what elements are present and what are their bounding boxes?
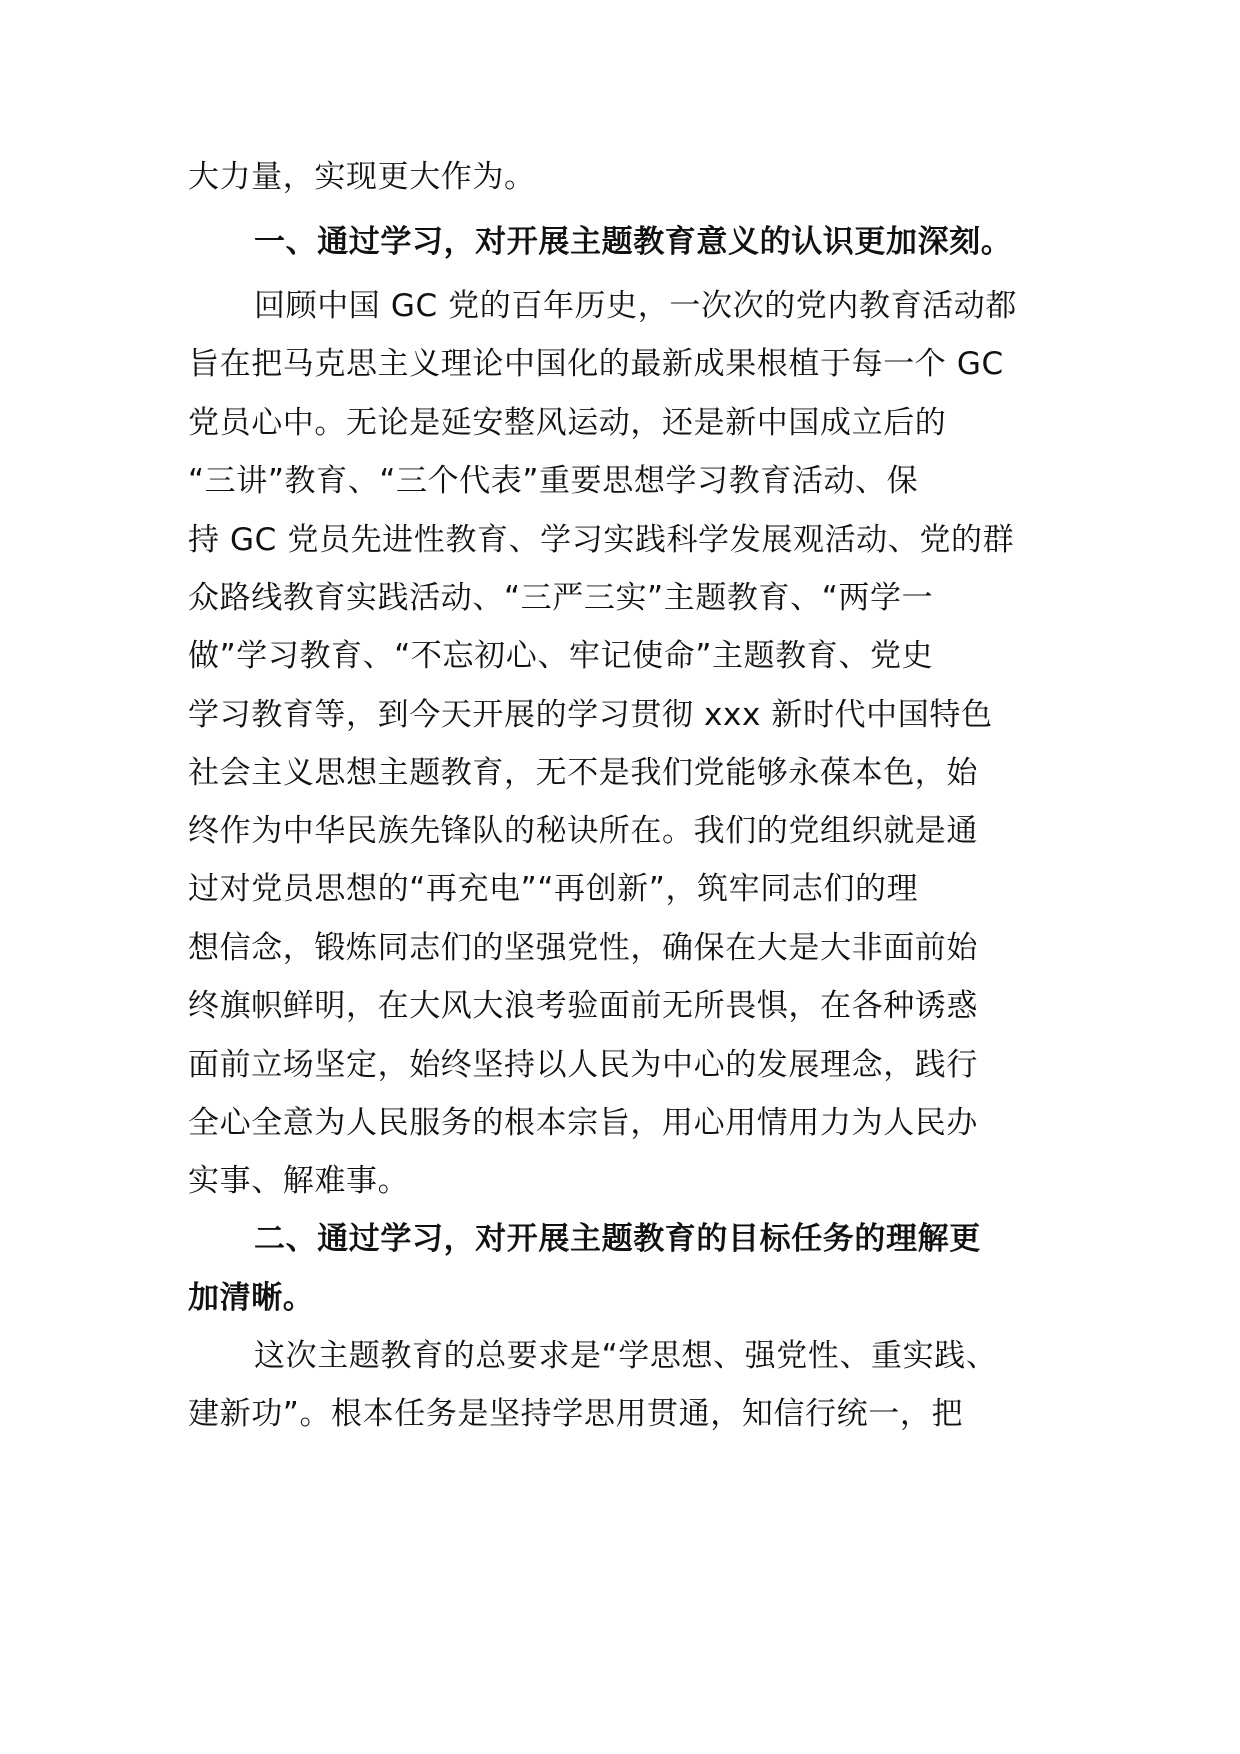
- paragraph-line: 党员心中。无论是延安整风运动，还是新中国成立后的: [188, 405, 947, 441]
- paragraph-line: “三讲”教育、“三个代表”重要思想学习教育活动、保: [188, 463, 919, 499]
- paragraph-line: 实事、解难事。: [188, 1163, 410, 1199]
- paragraph-line: 过对党员思想的“再充电”“再创新”，筑牢同志们的理: [188, 871, 919, 907]
- paragraph-line: 终旗帜鲜明，在大风大浪考验面前无所畏惧，在各种诱惑: [188, 988, 978, 1024]
- paragraph-line: 想信念，锻炼同志们的坚强党性，确保在大是大非面前始: [188, 930, 978, 966]
- paragraph-line: 做”学习教育、“不忘初心、牢记使命”主题教育、党史: [188, 638, 934, 674]
- paragraph-line: 持 GC 党员先进性教育、学习实践科学发展观活动、党的群: [188, 522, 1015, 558]
- paragraph-line: 全心全意为人民服务的根本宗旨，用心用情用力为人民办: [188, 1105, 978, 1141]
- paragraph-line: 社会主义思想主题教育，无不是我们党能够永葆本色，始: [188, 755, 978, 791]
- paragraph-line: 学习教育等，到今天开展的学习贯彻 xxx 新时代中国特色: [188, 697, 993, 733]
- paragraph-line: 建新功”。根本任务是坚持学思用贯通，知信行统一，把: [188, 1396, 964, 1432]
- paragraph-line: 众路线教育实践活动、“三严三实”主题教育、“两学一: [188, 580, 934, 616]
- section-heading: 一、通过学习，对开展主题教育意义的认识更加深刻。: [254, 224, 1013, 260]
- section-heading-continued: 加清晰。: [188, 1280, 315, 1316]
- paragraph-line: 回顾中国 GC 党的百年历史，一次次的党内教育活动都: [254, 288, 1017, 324]
- paragraph-line: 终作为中华民族先锋队的秘诀所在。我们的党组织就是通: [188, 813, 978, 849]
- section-heading: 二、通过学习，对开展主题教育的目标任务的理解更: [254, 1221, 981, 1257]
- paragraph-line: 面前立场坚定，始终坚持以人民为中心的发展理念，践行: [188, 1047, 978, 1083]
- paragraph-line: 旨在把马克思主义理论中国化的最新成果根植于每一个 GC: [188, 346, 1004, 382]
- paragraph-line: 大力量，实现更大作为。: [188, 159, 536, 195]
- paragraph-line: 这次主题教育的总要求是“学思想、强党性、重实践、: [254, 1338, 998, 1374]
